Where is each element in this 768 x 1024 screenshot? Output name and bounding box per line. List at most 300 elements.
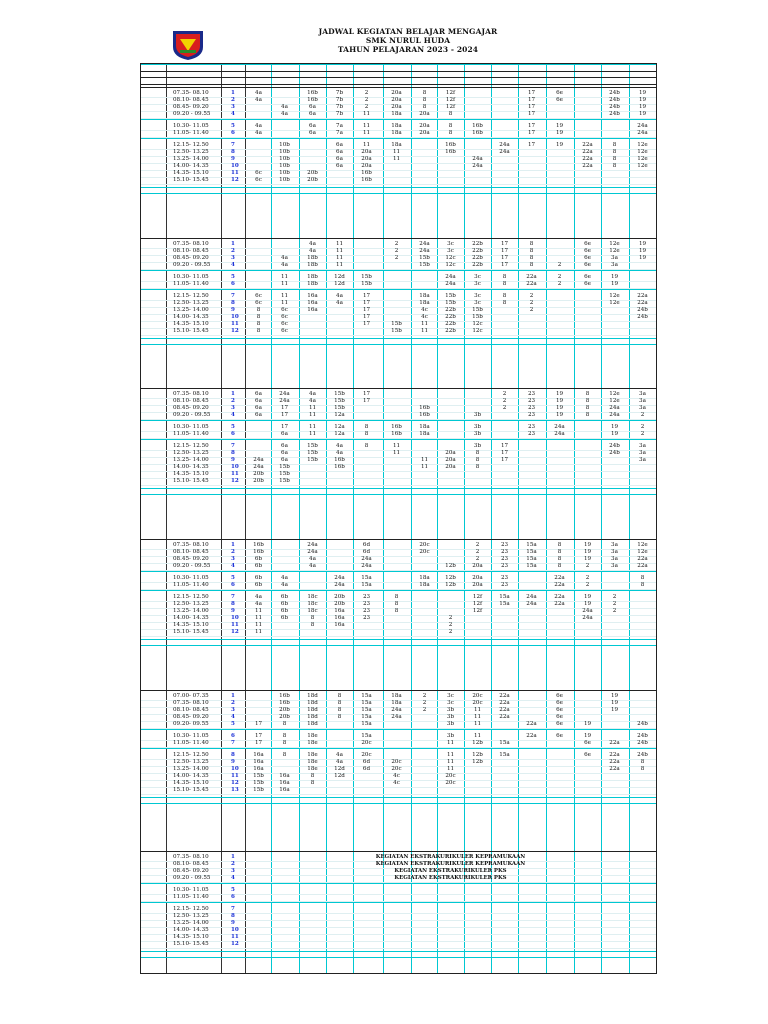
class-cell: 12f: [445, 97, 456, 103]
class-cell: 2: [475, 556, 480, 562]
class-cell: 24b: [609, 97, 620, 103]
class-cell: 16b: [361, 177, 372, 183]
class-cell: 11: [420, 464, 429, 470]
class-cell: 18c: [307, 601, 318, 607]
class-cell: 3b: [446, 721, 455, 727]
class-cell: 4a: [309, 248, 316, 254]
day-separator: [141, 690, 656, 691]
class-cell: 22b: [472, 262, 483, 268]
class-cell: 15a: [361, 707, 372, 713]
class-cell: 8: [585, 412, 590, 418]
period-number: 10: [231, 766, 239, 772]
class-cell: 19: [610, 700, 619, 706]
class-cell: 16b: [279, 693, 290, 699]
period-number: 7: [231, 142, 235, 148]
class-cell: 4a: [281, 255, 288, 261]
class-cell: 24a: [445, 281, 456, 287]
header-rule: [141, 64, 656, 65]
schedule-row: [141, 766, 656, 773]
class-cell: 24a: [582, 608, 593, 614]
class-cell: 4a: [281, 111, 288, 117]
period-number: 4: [231, 714, 235, 720]
school-logo: [171, 29, 205, 61]
class-cell: 6e: [556, 700, 563, 706]
class-cell: 3b: [446, 714, 455, 720]
class-cell: 15a: [526, 556, 537, 562]
header-school: SMK NURUL HUDA: [365, 36, 451, 45]
schedule-row: [141, 281, 656, 288]
class-cell: 20c: [419, 542, 430, 548]
period-number: 2: [231, 861, 235, 867]
class-cell: 22a: [582, 156, 593, 162]
time-slot: 11.05- 11.40: [173, 740, 209, 746]
class-cell: 19: [610, 424, 619, 430]
break-rule: [141, 420, 656, 421]
class-cell: 19: [638, 241, 647, 247]
period-number: 1: [231, 542, 235, 548]
class-cell: 20a: [391, 104, 402, 110]
class-cell: 18b: [307, 262, 318, 268]
class-cell: 17: [500, 443, 509, 449]
class-cell: 16b: [472, 123, 483, 129]
class-cell: 20a: [361, 163, 372, 169]
period-number: 6: [231, 281, 235, 287]
class-cell: 22a: [526, 274, 537, 280]
column-divider: [411, 64, 412, 973]
class-cell: 8: [557, 542, 562, 548]
class-cell: 24a: [307, 549, 318, 555]
class-cell: 6a: [255, 398, 262, 404]
class-cell: 20c: [419, 549, 430, 555]
class-cell: 3a: [611, 549, 618, 555]
period-number: 5: [231, 274, 235, 280]
time-slot: 12.15- 12.50: [173, 142, 209, 148]
class-cell: 15a: [361, 575, 372, 581]
class-cell: 22a: [637, 300, 648, 306]
class-cell: 12e: [637, 542, 648, 548]
class-cell: 19: [555, 398, 564, 404]
schedule-row: [141, 412, 656, 419]
schedule-row: [141, 163, 656, 170]
class-cell: 6c: [281, 307, 288, 313]
class-cell: 22b: [472, 255, 483, 261]
schedule-row: [141, 752, 656, 759]
time-slot: 08.45- 09.20: [173, 104, 209, 110]
class-cell: 17: [500, 262, 509, 268]
class-cell: 24b: [609, 450, 620, 456]
period-number: 1: [231, 391, 235, 397]
class-cell: 2: [585, 582, 590, 588]
class-cell: 12f: [472, 601, 483, 607]
class-cell: 15b: [307, 450, 318, 456]
class-cell: 19: [555, 391, 564, 397]
class-cell: 8: [502, 281, 507, 287]
class-cell: 12d: [334, 773, 345, 779]
class-cell: 6a: [336, 163, 343, 169]
class-cell: 20a: [361, 149, 372, 155]
class-cell: 4a: [255, 123, 262, 129]
class-cell: 17: [500, 255, 509, 261]
class-cell: 11: [392, 149, 401, 155]
class-cell: 10b: [279, 149, 290, 155]
row-rule: [141, 485, 656, 486]
schedule-row: [141, 759, 656, 766]
schedule-row: [141, 464, 656, 471]
class-cell: 19: [555, 130, 564, 136]
class-cell: 4a: [255, 130, 262, 136]
class-cell: 15a: [361, 582, 372, 588]
schedule-row: [141, 854, 656, 861]
class-cell: 19: [555, 412, 564, 418]
time-slot: 15.10- 15.45: [173, 478, 209, 484]
schedule-row: [141, 920, 656, 927]
class-cell: 6d: [362, 759, 371, 765]
class-cell: 24a: [419, 241, 430, 247]
class-cell: 15a: [361, 714, 372, 720]
class-cell: 8: [557, 563, 562, 569]
class-cell: 15a: [526, 563, 537, 569]
class-cell: 8: [422, 90, 427, 96]
class-cell: 16a: [307, 293, 318, 299]
class-cell: 3a: [639, 443, 646, 449]
class-cell: 20a: [445, 464, 456, 470]
class-cell: 17: [362, 391, 371, 397]
class-cell: 6a: [281, 450, 288, 456]
day-end-rule: [141, 494, 656, 495]
schedule-row: [141, 868, 656, 875]
class-cell: 11: [254, 622, 263, 628]
class-cell: 15b: [334, 398, 345, 404]
class-cell: 2: [422, 700, 427, 706]
time-slot: 08.10- 08.45: [173, 861, 209, 867]
class-cell: 8: [394, 601, 399, 607]
class-cell: 11: [280, 300, 289, 306]
class-cell: 8: [529, 248, 534, 254]
class-cell: 24a: [637, 130, 648, 136]
class-cell: 4a: [336, 759, 343, 765]
class-cell: 12b: [445, 575, 456, 581]
break-rule: [141, 748, 656, 749]
class-cell: 22a: [499, 700, 510, 706]
class-cell: 24b: [609, 104, 620, 110]
class-cell: 15a: [361, 693, 372, 699]
time-slot: 15.10- 15.45: [173, 177, 209, 183]
schedule-row: [141, 391, 656, 398]
time-slot: 12.15- 12.50: [173, 906, 209, 912]
class-cell: 12f: [472, 594, 483, 600]
class-cell: 19: [610, 281, 619, 287]
period-number: 10: [231, 615, 239, 621]
class-cell: 11: [362, 130, 371, 136]
class-cell: 4a: [336, 300, 343, 306]
class-cell: 3c: [447, 248, 454, 254]
column-divider: [383, 64, 384, 973]
class-cell: 4a: [309, 241, 316, 247]
class-cell: 3b: [446, 707, 455, 713]
activity-label: KEGIATAN EKSTRAKURIKULER KEPRAMUKAAN: [375, 854, 526, 860]
schedule-row: [141, 431, 656, 438]
time-slot: 08.45- 09.20: [173, 714, 209, 720]
activity-label: KEGIATAN EKSTRAKURIKULER KEPRAMUKAAN: [375, 861, 526, 867]
schedule-row: [141, 130, 656, 137]
time-slot: 14.00- 14.35: [173, 314, 209, 320]
class-cell: 6e: [584, 241, 591, 247]
class-cell: 8: [612, 149, 617, 155]
class-cell: 22b: [445, 321, 456, 327]
class-cell: 24a: [334, 582, 345, 588]
class-cell: 12e: [637, 163, 648, 169]
period-number: 1: [231, 854, 235, 860]
time-slot: 12.50- 13.25: [173, 913, 209, 919]
class-cell: 8: [557, 549, 562, 555]
class-cell: 6b: [280, 608, 289, 614]
class-cell: 2: [394, 241, 399, 247]
schedule-row: [141, 615, 656, 622]
class-cell: 17: [254, 721, 263, 727]
period-number: 3: [231, 707, 235, 713]
period-number: 12: [231, 177, 239, 183]
period-number: 7: [231, 293, 235, 299]
period-number: 4: [231, 111, 235, 117]
class-cell: 11: [308, 424, 317, 430]
header-rule: [141, 84, 656, 85]
column-divider: [437, 64, 438, 973]
class-cell: 16b: [253, 549, 264, 555]
class-cell: 12c: [472, 328, 483, 334]
class-cell: 22a: [554, 575, 565, 581]
class-cell: 18a: [391, 142, 402, 148]
period-number: 2: [231, 248, 235, 254]
class-cell: 8: [640, 575, 645, 581]
day-end-rule: [141, 344, 656, 345]
schedule-row: [141, 693, 656, 700]
class-cell: 24a: [554, 431, 565, 437]
time-slot: 12.15- 12.50: [173, 293, 209, 299]
class-cell: 19: [610, 707, 619, 713]
class-cell: 6a: [336, 156, 343, 162]
class-cell: 24a: [361, 556, 372, 562]
time-slot: 12.50- 13.25: [173, 149, 209, 155]
class-cell: 17: [362, 314, 371, 320]
time-slot: 08.45- 09.20: [173, 405, 209, 411]
period-number: 4: [231, 262, 235, 268]
period-number: 2: [231, 700, 235, 706]
class-cell: 6c: [255, 293, 262, 299]
day-end-rule: [141, 957, 656, 958]
class-cell: 15a: [499, 740, 510, 746]
class-cell: 12c: [445, 255, 456, 261]
class-cell: 22b: [445, 314, 456, 320]
class-cell: 8: [502, 300, 507, 306]
class-cell: 3a: [611, 255, 618, 261]
class-cell: 2: [529, 300, 534, 306]
class-cell: 19: [555, 123, 564, 129]
time-slot: 14.00- 14.35: [173, 464, 209, 470]
class-cell: 8: [448, 111, 453, 117]
class-cell: 8: [529, 262, 534, 268]
time-slot: 12.15- 12.50: [173, 443, 209, 449]
class-cell: 24a: [391, 714, 402, 720]
class-cell: 16a: [334, 622, 345, 628]
class-cell: 18e: [307, 766, 318, 772]
class-cell: 6c: [255, 177, 262, 183]
class-cell: 19: [610, 431, 619, 437]
class-cell: 3b: [446, 733, 455, 739]
class-cell: 18a: [419, 431, 430, 437]
class-cell: 20a: [472, 563, 483, 569]
time-slot: 11.05- 11.40: [173, 894, 209, 900]
class-cell: 12e: [637, 549, 648, 555]
schedule-row: [141, 328, 656, 335]
schedule-row: [141, 773, 656, 780]
class-cell: 11: [280, 274, 289, 280]
schedule-row: [141, 321, 656, 328]
class-cell: 23: [527, 398, 536, 404]
class-cell: 19: [638, 248, 647, 254]
class-cell: 15b: [361, 274, 372, 280]
period-number: 12: [231, 478, 239, 484]
column-divider: [464, 64, 465, 973]
time-slot: 09.20 - 09.55: [173, 111, 211, 117]
class-cell: 6a: [336, 149, 343, 155]
class-cell: 19: [610, 274, 619, 280]
class-cell: 17: [362, 300, 371, 306]
schedule-row: [141, 156, 656, 163]
class-cell: 3a: [611, 563, 618, 569]
class-cell: 17: [280, 412, 289, 418]
class-cell: 17: [280, 424, 289, 430]
class-cell: 22a: [499, 707, 510, 713]
time-slot: 11.05- 11.40: [173, 582, 209, 588]
class-cell: 16b: [253, 542, 264, 548]
class-cell: 12b: [472, 759, 483, 765]
class-cell: 10b: [279, 156, 290, 162]
day-end-rule: [141, 797, 656, 798]
class-cell: 8: [640, 582, 645, 588]
period-number: 8: [231, 149, 235, 155]
class-cell: 17: [527, 142, 536, 148]
schedule-row: [141, 733, 656, 740]
class-cell: 18b: [307, 281, 318, 287]
class-cell: 2: [585, 575, 590, 581]
class-cell: 15b: [253, 773, 264, 779]
class-cell: 2: [529, 307, 534, 313]
class-cell: 18a: [419, 582, 430, 588]
class-cell: 15a: [361, 700, 372, 706]
period-number: 7: [231, 906, 235, 912]
class-cell: 16a: [307, 300, 318, 306]
class-cell: 3b: [473, 431, 482, 437]
class-cell: 8: [337, 700, 342, 706]
class-cell: 17: [500, 457, 509, 463]
class-cell: 19: [583, 594, 592, 600]
class-cell: 22a: [526, 281, 537, 287]
class-cell: 20a: [472, 575, 483, 581]
class-cell: 6e: [584, 274, 591, 280]
class-cell: 15a: [499, 601, 510, 607]
class-cell: 18d: [307, 721, 318, 727]
class-cell: 11: [308, 431, 317, 437]
row-rule: [141, 794, 656, 795]
time-slot: 14.35- 15.10: [173, 170, 209, 176]
class-cell: 24b: [637, 733, 648, 739]
period-number: 5: [231, 721, 235, 727]
time-slot: 08.45- 09.20: [173, 556, 209, 562]
class-cell: 16b: [419, 405, 430, 411]
time-slot: 11.05- 11.40: [173, 281, 209, 287]
class-cell: 20c: [391, 759, 402, 765]
class-cell: 4c: [421, 314, 428, 320]
class-cell: 19: [638, 90, 647, 96]
period-number: 2: [231, 549, 235, 555]
period-number: 1: [231, 693, 235, 699]
header-title: JADWAL KEGIATAN BELAJAR MENGAJAR: [318, 27, 498, 36]
class-cell: 23: [362, 594, 371, 600]
time-slot: 07.35- 08.10: [173, 542, 209, 548]
period-number: 3: [231, 405, 235, 411]
class-cell: 10b: [279, 177, 290, 183]
class-cell: 3a: [611, 556, 618, 562]
class-cell: 20a: [472, 582, 483, 588]
class-cell: 20c: [445, 773, 456, 779]
class-cell: 2: [640, 424, 645, 430]
class-cell: 6a: [255, 405, 262, 411]
column-divider: [221, 64, 222, 973]
class-cell: 8: [585, 398, 590, 404]
class-cell: 4a: [281, 582, 288, 588]
break-rule: [141, 439, 656, 440]
class-cell: 2: [448, 615, 453, 621]
schedule-row: [141, 314, 656, 321]
class-cell: 17: [500, 241, 509, 247]
time-slot: 11.05- 11.40: [173, 431, 209, 437]
class-cell: 16b: [391, 424, 402, 430]
period-number: 12: [231, 629, 239, 635]
column-divider: [245, 64, 246, 973]
period-number: 11: [231, 471, 239, 477]
class-cell: 15b: [307, 457, 318, 463]
class-cell: 24a: [419, 248, 430, 254]
class-cell: 20c: [445, 780, 456, 786]
period-number: 3: [231, 556, 235, 562]
class-cell: 19: [638, 255, 647, 261]
schedule-row: [141, 861, 656, 868]
row-rule: [141, 636, 656, 637]
schedule-row: [141, 563, 656, 570]
day-separator: [141, 87, 656, 88]
class-cell: 16b: [334, 457, 345, 463]
class-cell: 17: [500, 450, 509, 456]
class-cell: 15b: [253, 780, 264, 786]
class-cell: 3a: [639, 391, 646, 397]
day-end-rule: [141, 338, 656, 339]
time-slot: 13.25- 14.00: [173, 608, 209, 614]
period-number: 2: [231, 97, 235, 103]
class-cell: 8: [256, 328, 261, 334]
period-number: 12: [231, 328, 239, 334]
class-cell: 16b: [445, 149, 456, 155]
class-cell: 11: [392, 443, 401, 449]
class-cell: 6e: [556, 90, 563, 96]
class-cell: 6b: [254, 556, 263, 562]
class-cell: 18a: [419, 300, 430, 306]
schedule-row: [141, 170, 656, 177]
period-number: 10: [231, 314, 239, 320]
period-number: 5: [231, 887, 235, 893]
schedule-row: [141, 894, 656, 901]
class-cell: 24a: [307, 542, 318, 548]
class-cell: 18d: [307, 700, 318, 706]
